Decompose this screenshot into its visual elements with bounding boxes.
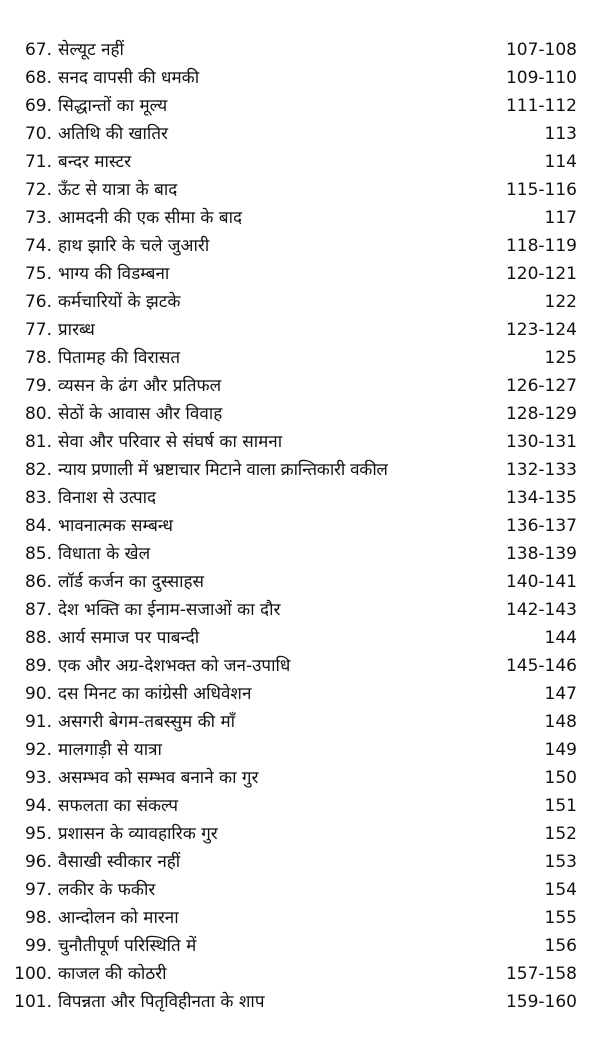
toc-entry-number: 70. bbox=[24, 124, 52, 144]
toc-entry-number: 100. bbox=[14, 964, 52, 984]
toc-entry-pages: 145-146 bbox=[505, 656, 577, 676]
toc-entry-title: व्यसन के ढंग और प्रतिफल bbox=[58, 376, 222, 396]
toc-entry bbox=[0, 820, 600, 848]
toc-entry-number: 86. bbox=[24, 572, 52, 592]
toc-entry-pages: 122 bbox=[544, 292, 577, 312]
toc-entry bbox=[0, 260, 600, 288]
toc-entry-number: 74. bbox=[24, 236, 52, 256]
toc-entry bbox=[0, 708, 600, 736]
toc-entry bbox=[0, 736, 600, 764]
toc-entry-number: 101. bbox=[14, 992, 52, 1012]
toc-entry-title: चुनौतीपूर्ण परिस्थिति में bbox=[58, 936, 197, 956]
toc-entry-title: असगरी बेगम-तबस्सुम की माँ bbox=[58, 712, 236, 732]
toc-entry-pages: 148 bbox=[544, 712, 577, 732]
toc-entry-number: 99. bbox=[24, 936, 52, 956]
toc-entry-title: विधाता के खेल bbox=[58, 544, 151, 564]
toc-entry bbox=[0, 596, 600, 624]
toc-entry-title: वैसाखी स्वीकार नहीं bbox=[58, 852, 181, 872]
toc-entry-title: सेठों के आवास और विवाह bbox=[58, 404, 223, 424]
toc-entry-pages: 159-160 bbox=[505, 992, 577, 1012]
toc-entry bbox=[0, 232, 600, 260]
toc-entry-title: सनद वापसी की धमकी bbox=[58, 68, 200, 88]
toc-entry-number: 79. bbox=[24, 376, 52, 396]
toc-entry-number: 91. bbox=[24, 712, 52, 732]
toc-entry-pages: 149 bbox=[544, 740, 577, 760]
toc-entry bbox=[0, 484, 600, 512]
toc-entry-pages: 117 bbox=[544, 208, 577, 228]
toc-entry-title: कर्मचारियों के झटके bbox=[58, 292, 181, 312]
toc-entry-title: न्याय प्रणाली में भ्रष्टाचार मिटाने वाला क्रान्तिकारी वकील bbox=[58, 460, 388, 480]
toc-entry bbox=[0, 288, 600, 316]
toc-entry-pages: 134-135 bbox=[505, 488, 577, 508]
toc-entry-pages: 151 bbox=[544, 796, 577, 816]
toc-entry-pages: 107-108 bbox=[505, 40, 577, 60]
toc-entry-pages: 153 bbox=[544, 852, 577, 872]
toc-entry-title: दस मिनट का कांग्रेसी अधिवेशन bbox=[58, 684, 252, 704]
toc-entry-number: 88. bbox=[24, 628, 52, 648]
toc-entry bbox=[0, 204, 600, 232]
toc-entry bbox=[0, 960, 600, 988]
toc-entry bbox=[0, 792, 600, 820]
toc-entry-pages: 150 bbox=[544, 768, 577, 788]
toc-entry bbox=[0, 176, 600, 204]
toc-entry-pages: 125 bbox=[544, 348, 577, 368]
toc-entry-number: 73. bbox=[24, 208, 52, 228]
toc-entry-title: सेल्यूट नहीं bbox=[58, 40, 124, 60]
toc-entry-number: 76. bbox=[24, 292, 52, 312]
toc-entry-title: विनाश से उत्पाद bbox=[58, 488, 157, 508]
toc-entry bbox=[0, 456, 600, 484]
toc-entry-number: 96. bbox=[24, 852, 52, 872]
toc-entry bbox=[0, 148, 600, 176]
toc-entry-number: 89. bbox=[24, 656, 52, 676]
toc-entry-pages: 154 bbox=[544, 880, 577, 900]
toc-entry-number: 72. bbox=[24, 180, 52, 200]
toc-entry-number: 69. bbox=[24, 96, 52, 116]
toc-entry-pages: 123-124 bbox=[505, 320, 577, 340]
toc-entry-title: आन्दोलन को मारना bbox=[58, 908, 179, 928]
toc-entry bbox=[0, 120, 600, 148]
toc-entry-title: ऊँट से यात्रा के बाद bbox=[58, 180, 178, 200]
toc-entry-number: 97. bbox=[24, 880, 52, 900]
toc-entry-number: 95. bbox=[24, 824, 52, 844]
toc-entry-pages: 126-127 bbox=[505, 376, 577, 396]
toc-entry bbox=[0, 904, 600, 932]
toc-entry-title: पितामह की विरासत bbox=[58, 348, 181, 368]
toc-entry bbox=[0, 344, 600, 372]
toc-entry-number: 92. bbox=[24, 740, 52, 760]
toc-entry-title: प्रशासन के व्यावहारिक गुर bbox=[58, 824, 218, 844]
toc-entry-pages: 120-121 bbox=[505, 264, 577, 284]
toc-entry-number: 81. bbox=[24, 432, 52, 452]
toc-entry-title: मालगाड़ी से यात्रा bbox=[58, 740, 162, 760]
toc-entry-number: 82. bbox=[24, 460, 52, 480]
toc-entry-number: 67. bbox=[24, 40, 52, 60]
toc-entry-title: आमदनी की एक सीमा के बाद bbox=[58, 208, 242, 228]
toc-entry-pages: 128-129 bbox=[505, 404, 577, 424]
toc-entry-number: 83. bbox=[24, 488, 52, 508]
toc-entry bbox=[0, 36, 600, 64]
toc-entry-title: भाग्य की विडम्बना bbox=[58, 264, 170, 284]
toc-entry-number: 94. bbox=[24, 796, 52, 816]
toc-entry-number: 77. bbox=[24, 320, 52, 340]
toc-entry-pages: 144 bbox=[544, 628, 577, 648]
toc-entry-title: देश भक्ति का ईनाम-सजाओं का दौर bbox=[58, 600, 281, 620]
toc-entry-number: 98. bbox=[24, 908, 52, 928]
toc-entry-number: 93. bbox=[24, 768, 52, 788]
toc-entry-title: बन्दर मास्टर bbox=[58, 152, 132, 172]
toc-entry-title: सेवा और परिवार से संघर्ष का सामना bbox=[58, 432, 283, 452]
toc-entry-pages: 140-141 bbox=[505, 572, 577, 592]
toc-entry bbox=[0, 428, 600, 456]
toc-entry-pages: 118-119 bbox=[505, 236, 577, 256]
toc-entry-pages: 156 bbox=[544, 936, 577, 956]
toc-entry-pages: 155 bbox=[544, 908, 577, 928]
toc-entry bbox=[0, 372, 600, 400]
toc-entry bbox=[0, 764, 600, 792]
toc-entry-pages: 111-112 bbox=[505, 96, 577, 116]
toc-entry-number: 75. bbox=[24, 264, 52, 284]
toc-entry-pages: 136-137 bbox=[505, 516, 577, 536]
toc-entry-title: विपन्नता और पितृविहीनता के शाप bbox=[58, 992, 265, 1012]
toc-entry-pages: 114 bbox=[544, 152, 577, 172]
toc-entry-title: आर्य समाज पर पाबन्दी bbox=[58, 628, 200, 648]
toc-entry-pages: 147 bbox=[544, 684, 577, 704]
toc-entry bbox=[0, 64, 600, 92]
toc-entry bbox=[0, 540, 600, 568]
toc-entry-pages: 138-139 bbox=[505, 544, 577, 564]
toc-entry-title: एक और अग्र-देशभक्त को जन-उपाधि bbox=[58, 656, 291, 676]
toc-entry-title: सिद्धान्तों का मूल्य bbox=[58, 96, 168, 116]
toc-entry-pages: 132-133 bbox=[505, 460, 577, 480]
toc-entry-number: 78. bbox=[24, 348, 52, 368]
toc-entry bbox=[0, 932, 600, 960]
toc-entry bbox=[0, 876, 600, 904]
toc-entry-title: प्रारब्ध bbox=[58, 320, 95, 340]
toc-entry bbox=[0, 848, 600, 876]
toc-entry-pages: 115-116 bbox=[505, 180, 577, 200]
toc-entry bbox=[0, 652, 600, 680]
toc-entry bbox=[0, 680, 600, 708]
toc-entry bbox=[0, 512, 600, 540]
toc-entry-number: 90. bbox=[24, 684, 52, 704]
toc-entry-number: 80. bbox=[24, 404, 52, 424]
toc-entry-title: काजल की कोठरी bbox=[58, 964, 167, 984]
table-of-contents bbox=[0, 36, 600, 1016]
toc-entry-number: 84. bbox=[24, 516, 52, 536]
toc-entry bbox=[0, 92, 600, 120]
toc-entry-title: सफलता का संकल्प bbox=[58, 796, 178, 816]
toc-entry bbox=[0, 316, 600, 344]
toc-entry-pages: 113 bbox=[544, 124, 577, 144]
toc-entry bbox=[0, 624, 600, 652]
toc-entry-title: भावनात्मक सम्बन्ध bbox=[58, 516, 173, 536]
toc-entry bbox=[0, 568, 600, 596]
toc-entry-title: अतिथि की खातिर bbox=[58, 124, 168, 144]
toc-entry-number: 68. bbox=[24, 68, 52, 88]
toc-entry-pages: 109-110 bbox=[505, 68, 577, 88]
toc-entry bbox=[0, 988, 600, 1016]
toc-entry-title: लॉर्ड कर्जन का दुस्साहस bbox=[58, 572, 205, 592]
toc-entry-pages: 130-131 bbox=[505, 432, 577, 452]
toc-entry-pages: 142-143 bbox=[505, 600, 577, 620]
toc-entry-title: हाथ झारि के चले जुआरी bbox=[58, 236, 210, 256]
toc-entry-number: 71. bbox=[24, 152, 52, 172]
toc-entry-number: 87. bbox=[24, 600, 52, 620]
toc-entry-pages: 152 bbox=[544, 824, 577, 844]
toc-entry-pages: 157-158 bbox=[505, 964, 577, 984]
toc-entry-title: असम्भव को सम्भव बनाने का गुर bbox=[58, 768, 259, 788]
toc-entry-title: लकीर के फकीर bbox=[58, 880, 156, 900]
toc-entry bbox=[0, 400, 600, 428]
toc-entry-number: 85. bbox=[24, 544, 52, 564]
